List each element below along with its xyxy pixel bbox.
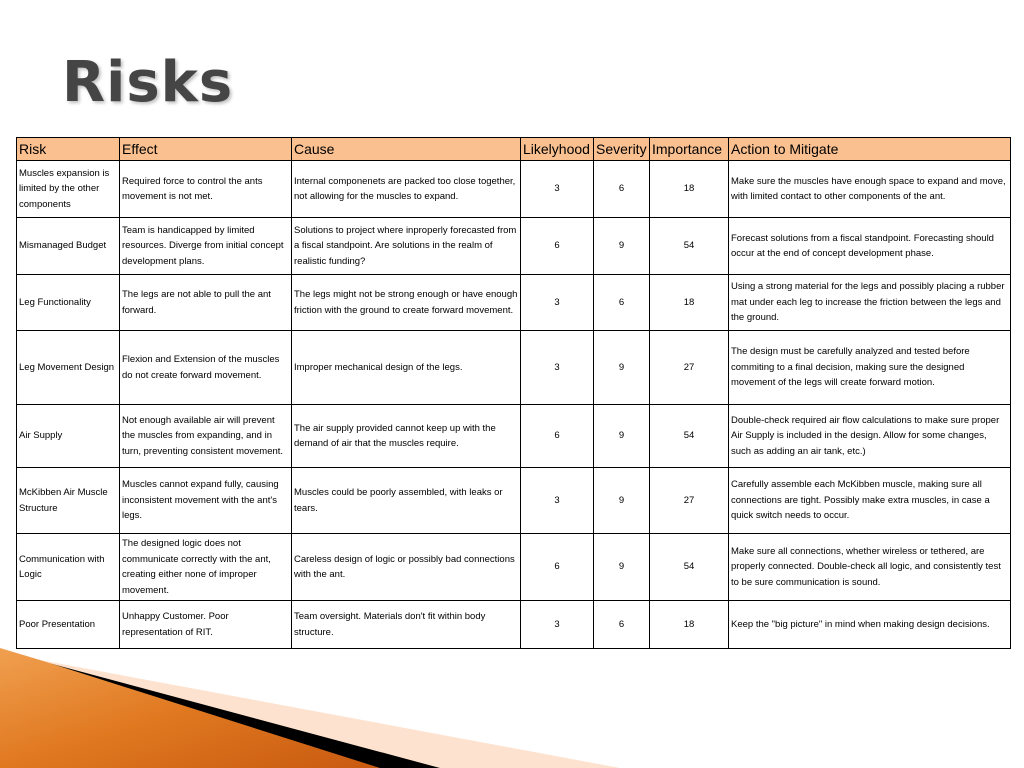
cause-cell: Muscles could be poorly assembled, with leaks or tears. <box>292 468 521 534</box>
severity-cell: 9 <box>594 405 650 468</box>
cause-cell: Internal componenets are packed too close together, not allowing for the muscles to expand. <box>292 161 521 218</box>
risk-table <box>16 137 1011 649</box>
cause-cell: The air supply provided cannot keep up with the demand of air that the muscles require. <box>292 405 521 468</box>
likelyhood-cell: 3 <box>521 161 594 218</box>
effect-cell: Team is handicapped by limited resources. Diverge from initial concept development plans. <box>120 218 292 275</box>
risk-cell: McKibben Air Muscle Structure <box>17 468 120 534</box>
table-row <box>17 331 1011 405</box>
effect-cell: Flexion and Extension of the muscles do not create forward movement. <box>120 331 292 405</box>
likelyhood-cell: 6 <box>521 534 594 601</box>
cause-cell: Improper mechanical design of the legs. <box>292 331 521 405</box>
action-cell: Make sure the muscles have enough space to expand and move, with limited contact to other components of the ant. <box>729 161 1011 218</box>
risk-cell: Leg Functionality <box>17 275 120 331</box>
risk-cell: Leg Movement Design <box>17 331 120 405</box>
severity-cell: 9 <box>594 218 650 275</box>
orange-swoosh <box>0 648 380 768</box>
severity-cell: 9 <box>594 331 650 405</box>
risk-cell: Poor Presentation <box>17 601 120 649</box>
importance-cell: 54 <box>650 218 729 275</box>
action-cell: Carefully assemble each McKibben muscle, making sure all connections are tight. Possibly make extra muscles, in case a quick switch needs to occur. <box>729 468 1011 534</box>
table-row <box>17 405 1011 468</box>
likelyhood-cell: 3 <box>521 275 594 331</box>
action-cell: Double-check required air flow calculations to make sure proper Air Supply is included in the design. Allow for some changes, such as adding an air tank, etc.) <box>729 405 1011 468</box>
header-action: Action to Mitigate <box>729 138 1011 161</box>
cause-cell: The legs might not be strong enough or have enough friction with the ground to create forward movement. <box>292 275 521 331</box>
importance-cell: 18 <box>650 601 729 649</box>
severity-cell: 6 <box>594 161 650 218</box>
severity-cell: 9 <box>594 534 650 601</box>
likelyhood-cell: 6 <box>521 405 594 468</box>
risk-cell: Muscles expansion is limited by the other components <box>17 161 120 218</box>
severity-cell: 9 <box>594 468 650 534</box>
severity-cell: 6 <box>594 275 650 331</box>
importance-cell: 54 <box>650 405 729 468</box>
header-effect: Effect <box>120 138 292 161</box>
slide-title: Risks <box>62 50 234 115</box>
effect-cell: The designed logic does not communicate correctly with the ant, creating either none of improper movement. <box>120 534 292 601</box>
table-row <box>17 161 1011 218</box>
header-severity: Severity <box>594 138 650 161</box>
action-cell: The design must be carefully analyzed and tested before commiting to a final decision, making sure the designed movement of the legs will create forward motion. <box>729 331 1011 405</box>
action-cell: Make sure all connections, whether wireless or tethered, are properly connected. Double-check all logic, and consistently test to be sure communication is sound. <box>729 534 1011 601</box>
risk-cell: Communication with Logic <box>17 534 120 601</box>
importance-cell: 18 <box>650 275 729 331</box>
slide-decoration <box>0 620 1024 768</box>
header-cause: Cause <box>292 138 521 161</box>
action-cell: Forecast solutions from a fiscal standpoint. Forecasting should occur at the end of concept development phase. <box>729 218 1011 275</box>
risk-cell: Mismanaged Budget <box>17 218 120 275</box>
header-likelyhood: Likelyhood <box>521 138 594 161</box>
effect-cell: Required force to control the ants movement is not met. <box>120 161 292 218</box>
importance-cell: 27 <box>650 331 729 405</box>
likelyhood-cell: 3 <box>521 601 594 649</box>
cause-cell: Team oversight. Materials don't fit within body structure. <box>292 601 521 649</box>
severity-cell: 6 <box>594 601 650 649</box>
importance-cell: 54 <box>650 534 729 601</box>
header-importance: Importance <box>650 138 729 161</box>
action-cell: Using a strong material for the legs and possibly placing a rubber mat under each leg to increase the friction between the legs and the ground. <box>729 275 1011 331</box>
table-row <box>17 468 1011 534</box>
likelyhood-cell: 6 <box>521 218 594 275</box>
effect-cell: The legs are not able to pull the ant forward. <box>120 275 292 331</box>
table-row <box>17 218 1011 275</box>
effect-cell: Not enough available air will prevent the muscles from expanding, and in turn, preventing consistent movement. <box>120 405 292 468</box>
likelyhood-cell: 3 <box>521 331 594 405</box>
importance-cell: 27 <box>650 468 729 534</box>
table-row <box>17 534 1011 601</box>
cause-cell: Careless design of logic or possibly bad connections with the ant. <box>292 534 521 601</box>
header-row <box>17 138 1011 161</box>
action-cell: Keep the "big picture" in mind when making design decisions. <box>729 601 1011 649</box>
table-row <box>17 275 1011 331</box>
cause-cell: Solutions to project where inproperly forecasted from a fiscal standpoint. Are solutions in the realm of realistic funding? <box>292 218 521 275</box>
importance-cell: 18 <box>650 161 729 218</box>
risk-cell: Air Supply <box>17 405 120 468</box>
effect-cell: Muscles cannot expand fully, causing inconsistent movement with the ant's legs. <box>120 468 292 534</box>
likelyhood-cell: 3 <box>521 468 594 534</box>
effect-cell: Unhappy Customer. Poor representation of RIT. <box>120 601 292 649</box>
header-risk: Risk <box>17 138 120 161</box>
